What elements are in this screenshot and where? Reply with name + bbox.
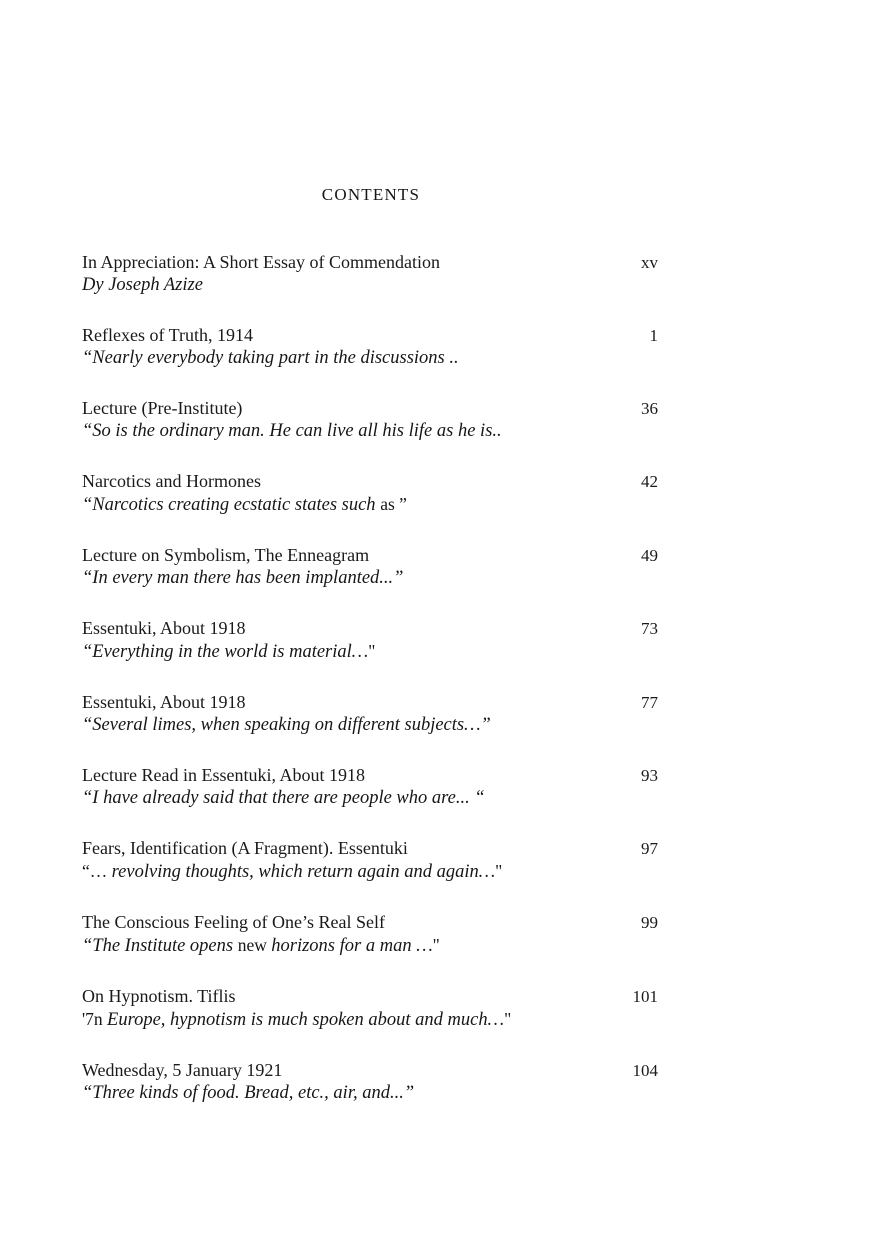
toc-entry bbox=[82, 324, 660, 370]
entry-row bbox=[82, 911, 660, 934]
toc-entry bbox=[82, 1059, 660, 1105]
entry-page-number: 73 bbox=[641, 619, 658, 638]
toc-entry bbox=[82, 837, 660, 884]
toc-entry bbox=[82, 911, 660, 958]
entry-page-number: 99 bbox=[641, 913, 658, 932]
entry-title: The Conscious Feeling of One’s Real Self bbox=[82, 912, 385, 932]
toc-entry bbox=[82, 764, 660, 810]
table-of-contents bbox=[82, 183, 660, 1132]
entry-subtitle: “Everything in the world is material…" bbox=[82, 641, 376, 662]
page-title: CONTENTS bbox=[321, 185, 421, 204]
entry-row bbox=[82, 1059, 660, 1082]
entry-row bbox=[82, 985, 660, 1008]
entry-subtitle: “Three kinds of food. Bread, etc., air, and...” bbox=[82, 1083, 415, 1103]
entry-subtitle: “… revolving thoughts, which return again and again…" bbox=[82, 861, 503, 882]
entry-subtitle: “I have already said that there are people who are... “ bbox=[82, 788, 485, 808]
toc-entry bbox=[82, 617, 660, 664]
toc-entry bbox=[82, 397, 660, 443]
entry-page-number: 97 bbox=[641, 839, 658, 858]
entry-title: Narcotics and Hormones bbox=[82, 471, 261, 491]
entry-subtitle: Dy Joseph Azize bbox=[82, 275, 203, 295]
entry-title: Essentuki, About 1918 bbox=[82, 692, 246, 712]
entry-title: Essentuki, About 1918 bbox=[82, 618, 246, 638]
entry-page-number: 42 bbox=[641, 472, 658, 491]
entry-page-number: 93 bbox=[641, 766, 658, 785]
entry-title: On Hypnotism. Tiflis bbox=[82, 986, 236, 1006]
entry-subtitle: “Nearly everybody taking part in the discussions .. bbox=[82, 348, 459, 368]
entry-subtitle: “Several limes, when speaking on different subjects…” bbox=[82, 715, 491, 735]
entry-page-number: 77 bbox=[641, 693, 658, 712]
entry-page-number: 49 bbox=[641, 546, 658, 565]
toc-entry bbox=[82, 251, 660, 297]
entry-subtitle: '7n Europe, hypnotism is much spoken about and much…" bbox=[82, 1009, 512, 1030]
entry-subtitle: “The Institute opens new horizons for a man …" bbox=[82, 935, 440, 956]
entry-row bbox=[82, 397, 660, 420]
entry-title: Lecture Read in Essentuki, About 1918 bbox=[82, 765, 365, 785]
toc-entry bbox=[82, 544, 660, 590]
entry-title: Lecture on Symbolism, The Enneagram bbox=[82, 545, 370, 565]
entry-page-number: 36 bbox=[641, 399, 658, 418]
entry-page-number: xv bbox=[641, 253, 658, 272]
entry-title: Fears, Identification (A Fragment). Essentuki bbox=[82, 838, 408, 858]
entry-subtitle: “So is the ordinary man. He can live all his life as he is.. bbox=[82, 421, 502, 441]
entry-page-number: 104 bbox=[632, 1061, 658, 1080]
entry-subtitle: “Narcotics creating ecstatic states such as ” bbox=[82, 494, 407, 515]
entry-row bbox=[82, 617, 660, 640]
toc-entry bbox=[82, 470, 660, 517]
entry-subtitle: “In every man there has been implanted...” bbox=[82, 568, 404, 588]
entry-row bbox=[82, 470, 660, 493]
entry-row bbox=[82, 764, 660, 787]
entry-title: Wednesday, 5 January 1921 bbox=[82, 1060, 283, 1080]
toc-entry bbox=[82, 691, 660, 737]
entry-title: Lecture (Pre-Institute) bbox=[82, 398, 243, 418]
entry-row bbox=[82, 691, 660, 714]
entry-row bbox=[82, 251, 660, 274]
toc-entry bbox=[82, 985, 660, 1032]
entry-row bbox=[82, 324, 660, 347]
entry-row bbox=[82, 544, 660, 567]
entry-title: In Appreciation: A Short Essay of Commendation bbox=[82, 252, 440, 272]
entry-page-number: 101 bbox=[632, 987, 658, 1006]
entry-page-number: 1 bbox=[649, 326, 658, 345]
entry-row bbox=[82, 837, 660, 860]
entry-title: Reflexes of Truth, 1914 bbox=[82, 325, 253, 345]
